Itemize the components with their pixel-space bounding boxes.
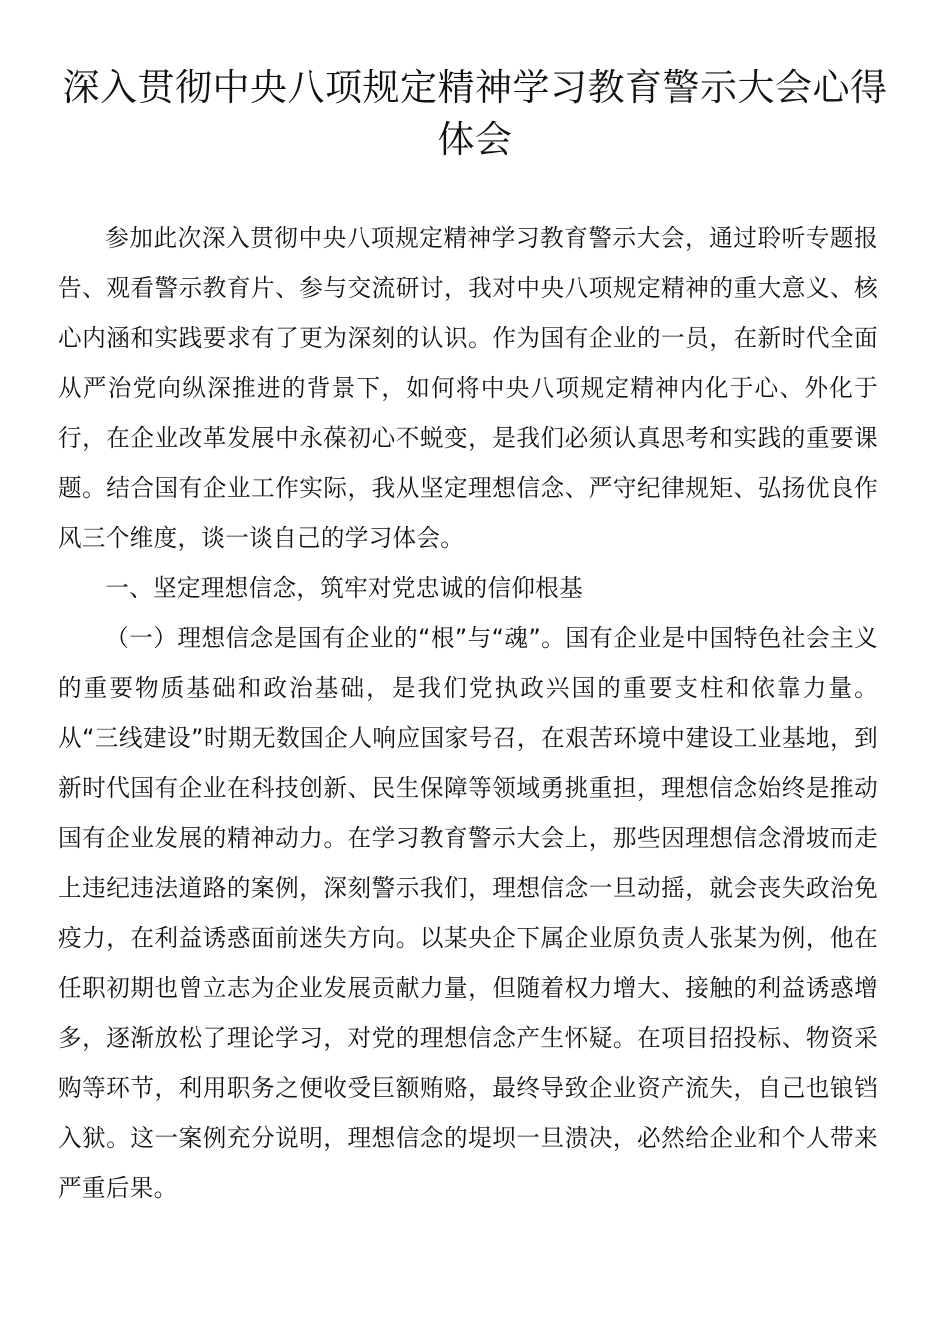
document-title: 深入贯彻中央八项规定精神学习教育警示大会心得体会: [62, 66, 888, 161]
document-body: [58, 213, 878, 1213]
section-heading-1: 一、坚定理想信念，筑牢对党忠诚的信仰根基: [105, 574, 584, 602]
intro-paragraph: 参加此次深入贯彻中央八项规定精神学习教育警示大会，通过聆听专题报告、观看警示教育片、参与交流研讨，我对中央八项规定精神的重大意义、核心内涵和实践要求有了更为深刻的认识。作为国有企业的一员，在新时代全面从严治党向纵深推进的背景下，如何将中央八项规定精神内化于心、外化于行，在企业改革发展中永葆初心不蜕变，是我们必须认真思考和实践的重要课题。结合国有企业工作实际，我从坚定理想信念、严守纪律规矩、弘扬优良作风三个维度，谈一谈自己的学习体会。: [58, 224, 878, 552]
section-1-paragraph-1: （一）理想信念是国有企业的“根”与“魂”。国有企业是中国特色社会主义的重要物质基础和政治基础，是我们党执政兴国的重要支柱和依靠力量。从“三线建设”时期无数国企人响应国家号召，在艰苦环境中建设工业基地，到新时代国有企业在科技创新、民生保障等领域勇挑重担，理想信念始终是推动国有企业发展的精神动力。在学习教育警示大会上，那些因理想信念滑坡而走上违纪违法道路的案例，深刻警示我们，理想信念一旦动摇，就会丧失政治免疫力，在利益诱惑面前迷失方向。以某央企下属企业原负责人张某为例，他在任职初期也曾立志为企业发展贡献力量，但随着权力增大、接触的利益诱惑增多，逐渐放松了理论学习，对党的理想信念产生怀疑。在项目招投标、物资采购等环节，利用职务之便收受巨额贿赂，最终导致企业资产流失，自己也锒铛入狱。这一案例充分说明，理想信念的堤坝一旦溃决，必然给企业和个人带来严重后果。: [58, 624, 878, 1202]
